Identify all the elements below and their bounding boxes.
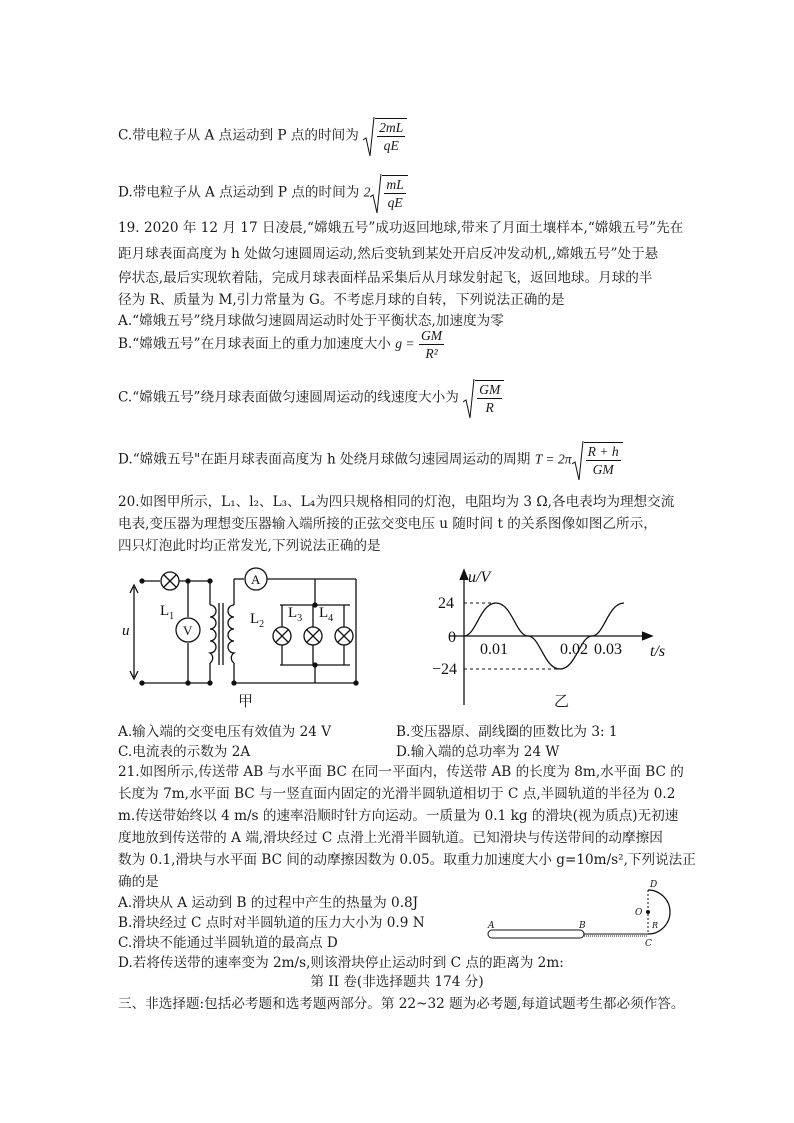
point-d-label: D <box>650 880 658 890</box>
tick-24: 24 <box>438 595 454 612</box>
sqrt-expression: $\frac{R + h}{GM}$ <box>572 442 623 478</box>
label-l1: $L_1$ <box>160 603 175 622</box>
q18-option-d: D.带电粒子从 A 点运动到 P 点的时间为 2 $\frac{mL}{qE}$ <box>118 175 408 211</box>
q19-stem-line-4: 径为 R、质量为 M,引力常量为 G。不考虑月球的自转，下列说法正确的是 <box>118 292 565 308</box>
figure-caption-jia: 甲 <box>238 692 254 710</box>
q21-stem-line-5: 数为 0.1,滑块与水平面 BC 间的动摩擦因数为 0.05。取重力加速度大小 g=10m/s²,下列说法正 <box>118 852 696 868</box>
figure-caption-yi: 乙 <box>554 692 570 710</box>
voltmeter-label: V <box>183 623 193 638</box>
q20-option-d: D.输入端的总功率为 24 W <box>396 744 560 760</box>
conveyor-diagram <box>482 878 692 948</box>
point-b-label: B <box>579 921 586 931</box>
tick-0-01: 0.01 <box>480 641 508 658</box>
sqrt-expression: $\frac{2mL}{qE}$ <box>363 118 407 154</box>
voltage-time-graph <box>420 560 680 710</box>
q18-option-c: C.带电粒子从 A 点运动到 P 点的时间为 $\frac{2mL}{qE}$ <box>118 118 407 154</box>
label-u: u <box>122 623 130 639</box>
q21-stem-line-6: 确的是 <box>118 874 159 890</box>
q20-stem-line-1: 20.如图甲所示，L₁、l₂、L₃、L₄为四只规格相同的灯泡，电阻均为 3 Ω,各电表均为理想交流 <box>118 494 675 510</box>
q21-option-c: C.滑块不能通过半圆轨道的最高点 D <box>118 935 338 951</box>
q20-option-b: B.变压器原、副线圈的匝数比为 3: 1 <box>396 724 618 740</box>
part-2-heading: 第 II 卷(非选择题共 174 分) <box>310 974 484 990</box>
q20-stem-line-2: 电表,变压器为理想变压器输入端所接的正弦交变电压 u 随时间 t 的关系图像如图乙所示， <box>118 516 657 532</box>
q21-option-b: B.滑块经过 C 点时对半圆轨道的压力大小为 0.9 N <box>118 915 425 931</box>
q19-stem-line-1: 19. 2020 年 12 月 17 日凌晨,“嫦娥五号”成功返回地球,带来了月面土壤样本,“嫦娥五号”先在 <box>118 220 684 236</box>
q19-option-b: B.“嫦娥五号”在月球表面上的重力加速度大小 g = $\frac{GM}{\text{R²}}$ <box>118 328 443 361</box>
q20-option-a: A.输入端的交变电压有效值为 24 V <box>118 724 332 740</box>
q20-stem-line-3: 四只灯泡此时均正常发光,下列说法正确的是 <box>118 538 381 554</box>
q20-option-c: C.电流表的示数为 2A <box>118 744 251 760</box>
sqrt-expression: $\frac{mL}{qE}$ <box>370 175 407 211</box>
q19-option-a: A.“嫦娥五号”绕月球做匀速圆周运动时处于平衡状态,加速度为零 <box>118 313 504 329</box>
q21-stem-line-2: 长度为 7m,水平面 BC 与一竖直面内固定的光滑半圆轨道相切于 C 点,半圆轨道的半径为 0.2 <box>118 786 676 802</box>
q19-option-c: C.“嫦娥五号”绕月球表面做匀速圆周运动的线速度大小为 $\frac{GM}{R}$ <box>118 380 504 416</box>
label-l2: $L_2$ <box>250 611 265 630</box>
radius-r-label: R <box>652 921 659 930</box>
q19-stem-line-3: 停状态,最后实现软着陆，完成月球表面样品采集后从月球发射起飞，返回地球。月球的半 <box>118 270 653 286</box>
tick-0: 0 <box>448 629 456 646</box>
q21-stem-line-3: m.传送带始终以 4 m/s 的速率沿顺时针方向运动。一质量为 0.1 kg 的滑块(视为质点)无初速 <box>118 808 679 824</box>
q19-stem-line-2: 距月球表面高度为 h 处做匀速圆周运动,然后变轨到某处开启反冲发动机,,嫦娥五号”处于悬 <box>118 246 659 262</box>
tick-minus-24: −24 <box>432 661 458 678</box>
point-c-label: C <box>645 939 652 948</box>
q19-option-d: D.“嫦娥五号"在距月球表面高度为 h 处绕月球做匀速园周运动的周期 T = 2π $\frac{R + h}{GM}$ <box>118 442 623 478</box>
q21-option-d: D.若将传送带的速率变为 2m/s,则该滑块停止运动时到 C 点的距离为 2m: <box>118 955 564 971</box>
label-l4: $L_4$ <box>319 605 334 624</box>
ammeter-label: A <box>251 572 261 587</box>
point-a-label: A <box>488 921 495 931</box>
label-l3: $L_3$ <box>288 605 303 624</box>
q21-stem-line-1: 21.如图所示,传送带 AB 与水平面 BC 在同一平面内，传送带 AB 的长度为 8m,水平面 BC 的 <box>118 764 684 780</box>
tick-0-02: 0.02 <box>560 641 588 658</box>
x-axis-label: t/s <box>650 643 666 660</box>
q21-option-a: A.滑块从 A 运动到 B 的过程中产生的热量为 0.8J <box>118 895 419 911</box>
tick-0-03: 0.03 <box>594 641 622 658</box>
center-o-label: O <box>635 908 643 918</box>
sqrt-expression: $\frac{GM}{R}$ <box>463 380 504 416</box>
q21-stem-line-4: 度地放到传送带的 A 端,滑块经过 C 点滑上光滑半圆轨道。已知滑块与传送带间的动摩擦因 <box>118 830 663 846</box>
section-3-instructions: 三、非选择题:包括必考题和选考题两部分。第 22~32 题为必考题,每道试题考生都必须作答。 <box>118 996 685 1012</box>
y-axis-label: u/V <box>468 569 491 586</box>
